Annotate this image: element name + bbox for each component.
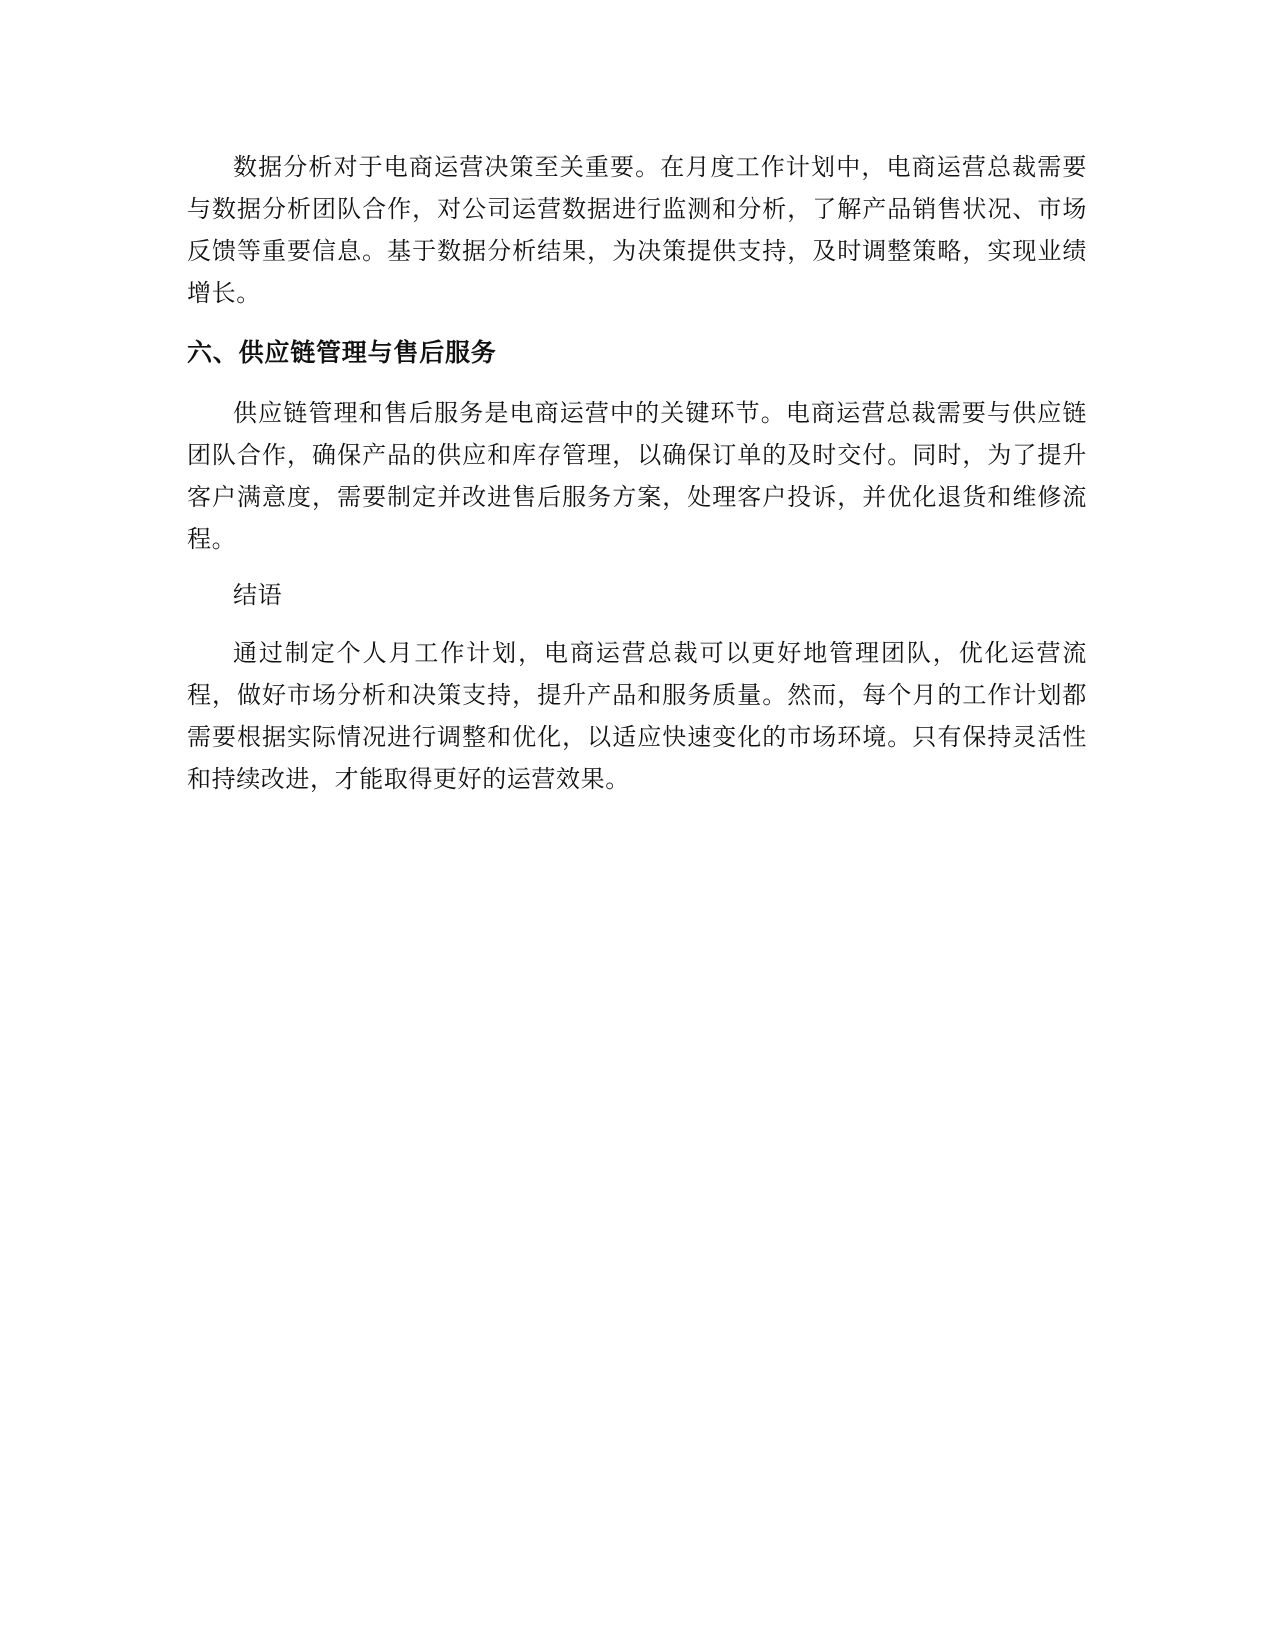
document-body [187,146,1087,800]
paragraph-conclusion: 通过制定个人月工作计划，电商运营总裁可以更好地管理团队，优化运营流程，做好市场分析和决策支持，提升产品和服务质量。然而，每个月的工作计划都需要根据实际情况进行调整和优化，以适应快速变化的市场环境。只有保持灵活性和持续改进，才能取得更好的运营效果。 [187,639,1087,793]
closing-heading: 结语 [233,581,283,609]
paragraph-data-analysis: 数据分析对于电商运营决策至关重要。在月度工作计划中，电商运营总裁需要与数据分析团队合作，对公司运营数据进行监测和分析，了解产品销售状况、市场反馈等重要信息。基于数据分析结果，为决策提供支持，及时调整策略，实现业绩增长。 [187,153,1087,307]
section-heading-supply-chain: 六、供应链管理与售后服务 [187,338,497,367]
paragraph-supply-chain: 供应链管理和售后服务是电商运营中的关键环节。电商运营总裁需要与供应链团队合作，确保产品的供应和库存管理，以确保订单的及时交付。同时，为了提升客户满意度，需要制定并改进售后服务方案，处理客户投诉，并优化退货和维修流程。 [187,399,1087,553]
